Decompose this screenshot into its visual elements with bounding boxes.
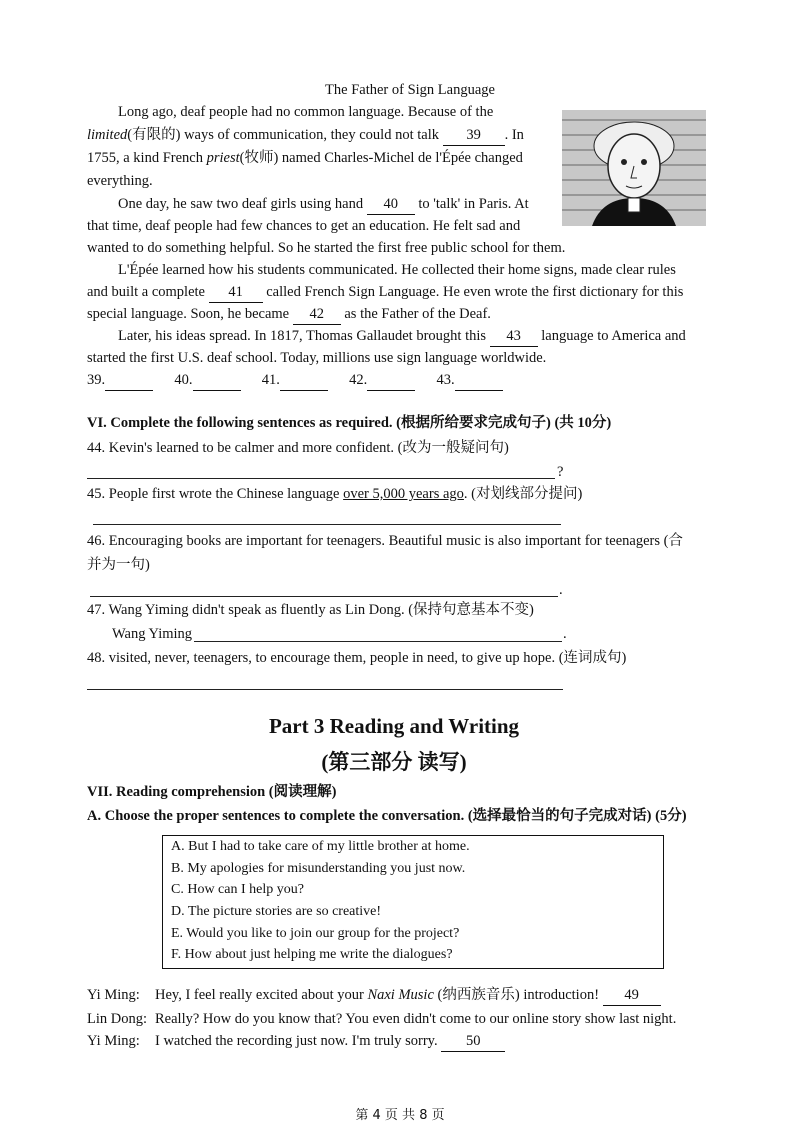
passage-p3-line3	[87, 304, 491, 325]
answer-blank-39[interactable]	[105, 370, 153, 391]
option-c: C. How can I help you?	[171, 882, 304, 897]
portrait-image	[562, 110, 706, 226]
text: (牧师) named Charles-Michel de l'Épée changed	[239, 150, 523, 166]
text: language to America and	[541, 328, 686, 344]
text: special language. Soon, he became	[87, 306, 290, 322]
q48-text: 48. visited, never, teenagers, to encourage them, people in need, to give up hope. (连词成句)	[87, 650, 627, 666]
text: . In	[504, 127, 524, 143]
answer-blank-42[interactable]	[367, 370, 415, 391]
answer-label-40: 40.	[174, 372, 193, 388]
passage-p2-line2: that time, deaf people had few chances to get an education. He felt sad and	[87, 218, 521, 234]
blank-39[interactable]: 39	[443, 125, 505, 146]
text: 45. People first wrote the Chinese language	[87, 486, 344, 502]
passage-title: The Father of Sign Language	[325, 82, 495, 98]
passage-p2-line3: wanted to do something helpful. So he started the first free public school for them.	[87, 240, 566, 256]
passage-p4-line2: started the first U.S. deaf school. Today, millions use sign language worldwide.	[87, 350, 547, 366]
q44-answer-line[interactable]	[87, 478, 555, 479]
q48-answer-line[interactable]	[87, 689, 563, 690]
speaker: Yi Ming:	[87, 1033, 140, 1049]
text: One day, he saw two deaf girls using hand	[118, 196, 364, 212]
q45-underlined: over 5,000 years ago	[343, 486, 464, 502]
q47-text: 47. Wang Yiming didn't speak as fluently as Lin Dong. (保持句意基本不变)	[87, 602, 534, 618]
passage-p1-line4: everything.	[87, 173, 153, 189]
q45-text	[87, 484, 582, 504]
blank-42[interactable]: 42	[293, 304, 341, 325]
answer-label-43: 43.	[436, 372, 455, 388]
option-a: A. But I had to take care of my little brother at home.	[171, 839, 470, 854]
text: . (对划线部分提问)	[463, 486, 583, 502]
text: called French Sign Language. He even wrote the first dictionary for this	[266, 284, 684, 300]
answer-label-41: 41.	[261, 372, 280, 388]
section-6-heading: VI. Complete the following sentences as required. (根据所给要求完成句子) (共 10分)	[87, 415, 612, 431]
q46-line1: 46. Encouraging books are important for teenagers. Beautiful music is also important for teenagers (合	[87, 533, 683, 549]
passage-p2-line1	[118, 194, 529, 215]
page-number: 第 4 页 共 8 页	[355, 1108, 445, 1123]
answer-blank-41[interactable]	[280, 370, 328, 391]
blank-50[interactable]: 50	[441, 1031, 505, 1052]
blank-49[interactable]: 49	[603, 985, 661, 1006]
section-7-heading: VII. Reading comprehension (阅读理解)	[87, 784, 337, 800]
word-limited: limited	[87, 127, 128, 143]
answer-blank-43[interactable]	[455, 370, 503, 391]
section-7a-heading: A. Choose the proper sentences to complete the conversation. (选择最恰当的句子完成对话) (5分)	[87, 808, 687, 824]
q44-text: 44. Kevin's learned to be calmer and more confident. (改为一般疑问句)	[87, 440, 509, 456]
text: Later, his ideas spread. In 1817, Thomas Gallaudet brought this	[118, 328, 487, 344]
word-priest: priest	[206, 150, 240, 166]
option-e: E. Would you like to join our group for the project?	[171, 926, 460, 941]
text: Hey, I feel really excited about your	[155, 987, 368, 1003]
passage-p1-line1: Long ago, deaf people had no common language. Because of the	[118, 104, 494, 120]
dialog-line-3	[87, 1031, 505, 1052]
q47-prefix: Wang Yiming	[112, 626, 193, 642]
passage-p1-line3	[87, 148, 523, 168]
passage-p3-line1: L'Épée learned how his students communicated. He collected their home signs, made clear rules	[118, 262, 676, 278]
answer-row	[87, 370, 503, 391]
q44-end: ?	[557, 464, 564, 480]
part3-title-cn: (第三部分 读写)	[321, 750, 467, 774]
q46-line2: 并为一句)	[87, 557, 150, 573]
q47-end: .	[563, 626, 567, 642]
text: Naxi Music	[367, 987, 434, 1003]
text: as the Father of the Deaf.	[344, 306, 491, 322]
text: (纳西族音乐) introduction!	[433, 987, 600, 1003]
dialog-line-1	[87, 985, 661, 1006]
text: Really? How do you know that? You even didn't come to our online story show last night.	[155, 1011, 677, 1027]
blank-41[interactable]: 41	[209, 282, 263, 303]
q46-answer-line[interactable]	[90, 596, 558, 597]
text: to 'talk' in Paris. At	[418, 196, 529, 212]
q45-answer-line[interactable]	[93, 524, 561, 525]
speaker: Lin Dong:	[87, 1011, 148, 1027]
options-box	[162, 835, 664, 969]
answer-label-39: 39.	[87, 372, 106, 388]
blank-43[interactable]: 43	[490, 326, 538, 347]
text: (有限的) ways of communication, they could not talk	[127, 127, 439, 143]
answer-label-42: 42.	[349, 372, 368, 388]
speaker: Yi Ming:	[87, 987, 140, 1003]
answer-blank-40[interactable]	[193, 370, 241, 391]
part3-title-en: Part 3 Reading and Writing	[268, 714, 520, 738]
option-f: F. How about just helping me write the dialogues?	[171, 947, 453, 962]
q46-end: .	[559, 582, 563, 598]
option-d: D. The picture stories are so creative!	[171, 904, 382, 919]
text: and built a complete	[87, 284, 205, 300]
dialog-line-2	[87, 1009, 676, 1029]
option-b: B. My apologies for misunderstanding you just now.	[171, 861, 466, 876]
blank-40[interactable]: 40	[367, 194, 415, 215]
text: I watched the recording just now. I'm truly sorry.	[155, 1033, 438, 1049]
q47-answer-line[interactable]	[194, 641, 562, 642]
passage-p3-line2	[87, 282, 683, 303]
passage-p1-line2	[87, 125, 524, 146]
priest-portrait-icon	[562, 110, 706, 226]
passage-p4-line1	[118, 326, 686, 347]
text: 1755, a kind French	[87, 150, 207, 166]
